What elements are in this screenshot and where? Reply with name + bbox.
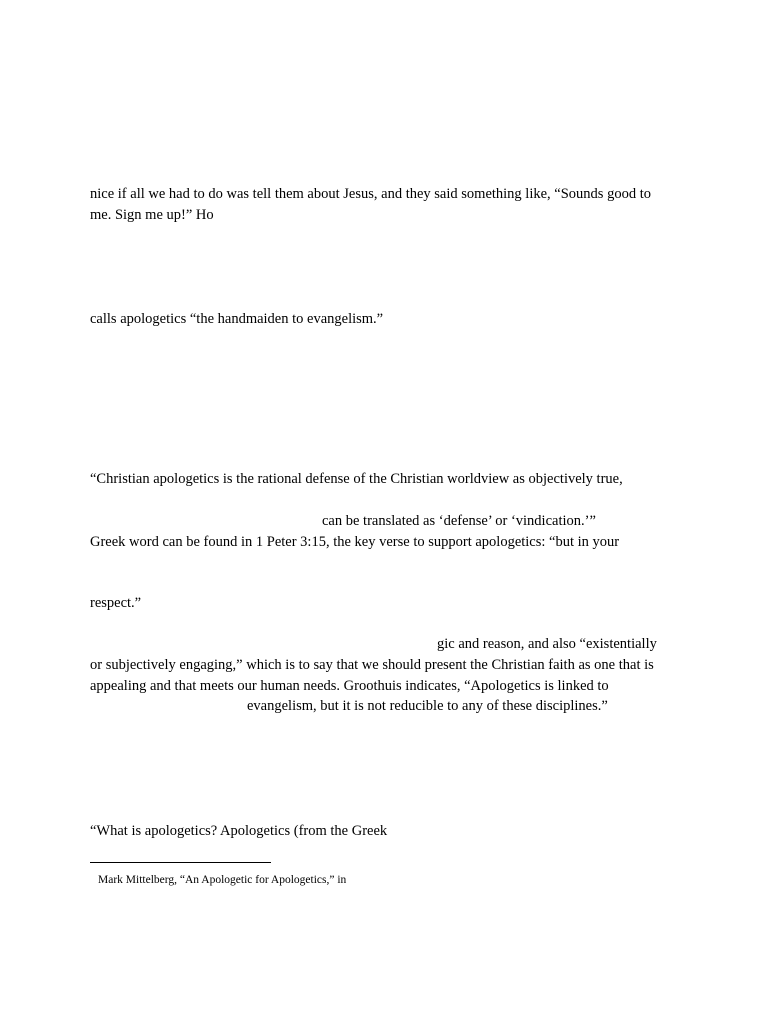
body-text-line: me. Sign me up!” Ho: [90, 207, 214, 223]
footnote: [90, 872, 346, 888]
footnote-separator: [90, 862, 271, 863]
body-text-line: appealing and that meets our human needs. Groothuis indicates, “Apologetics is linked to: [90, 678, 609, 694]
body-text-line: “What is apologetics? Apologetics (from the Greek: [90, 823, 388, 839]
body-text-line: gic and reason, and also “existentially: [437, 636, 657, 652]
body-text-line: respect.”: [90, 595, 142, 611]
footnote-text: Mark Mittelberg, “An Apologetic for Apologetics,” in: [98, 874, 347, 886]
body-text-line: can be translated as ‘defense’ or ‘vindication.’”: [322, 513, 596, 529]
body-text-line: or subjectively engaging,” which is to say that we should present the Christian faith as one that is: [90, 657, 654, 673]
body-text-line: “Christian apologetics is the rational defense of the Christian worldview as objectively true,: [90, 471, 623, 487]
body-text-line: calls apologetics “the handmaiden to evangelism.”: [90, 311, 384, 327]
body-text-line: evangelism, but it is not reducible to any of these disciplines.”: [247, 698, 608, 714]
body-text-line: nice if all we had to do was tell them about Jesus, and they said something like, “Sounds good to: [90, 186, 651, 202]
body-text-line: Greek word can be found in 1 Peter 3:15, the key verse to support apologetics: “but in your: [90, 534, 620, 550]
